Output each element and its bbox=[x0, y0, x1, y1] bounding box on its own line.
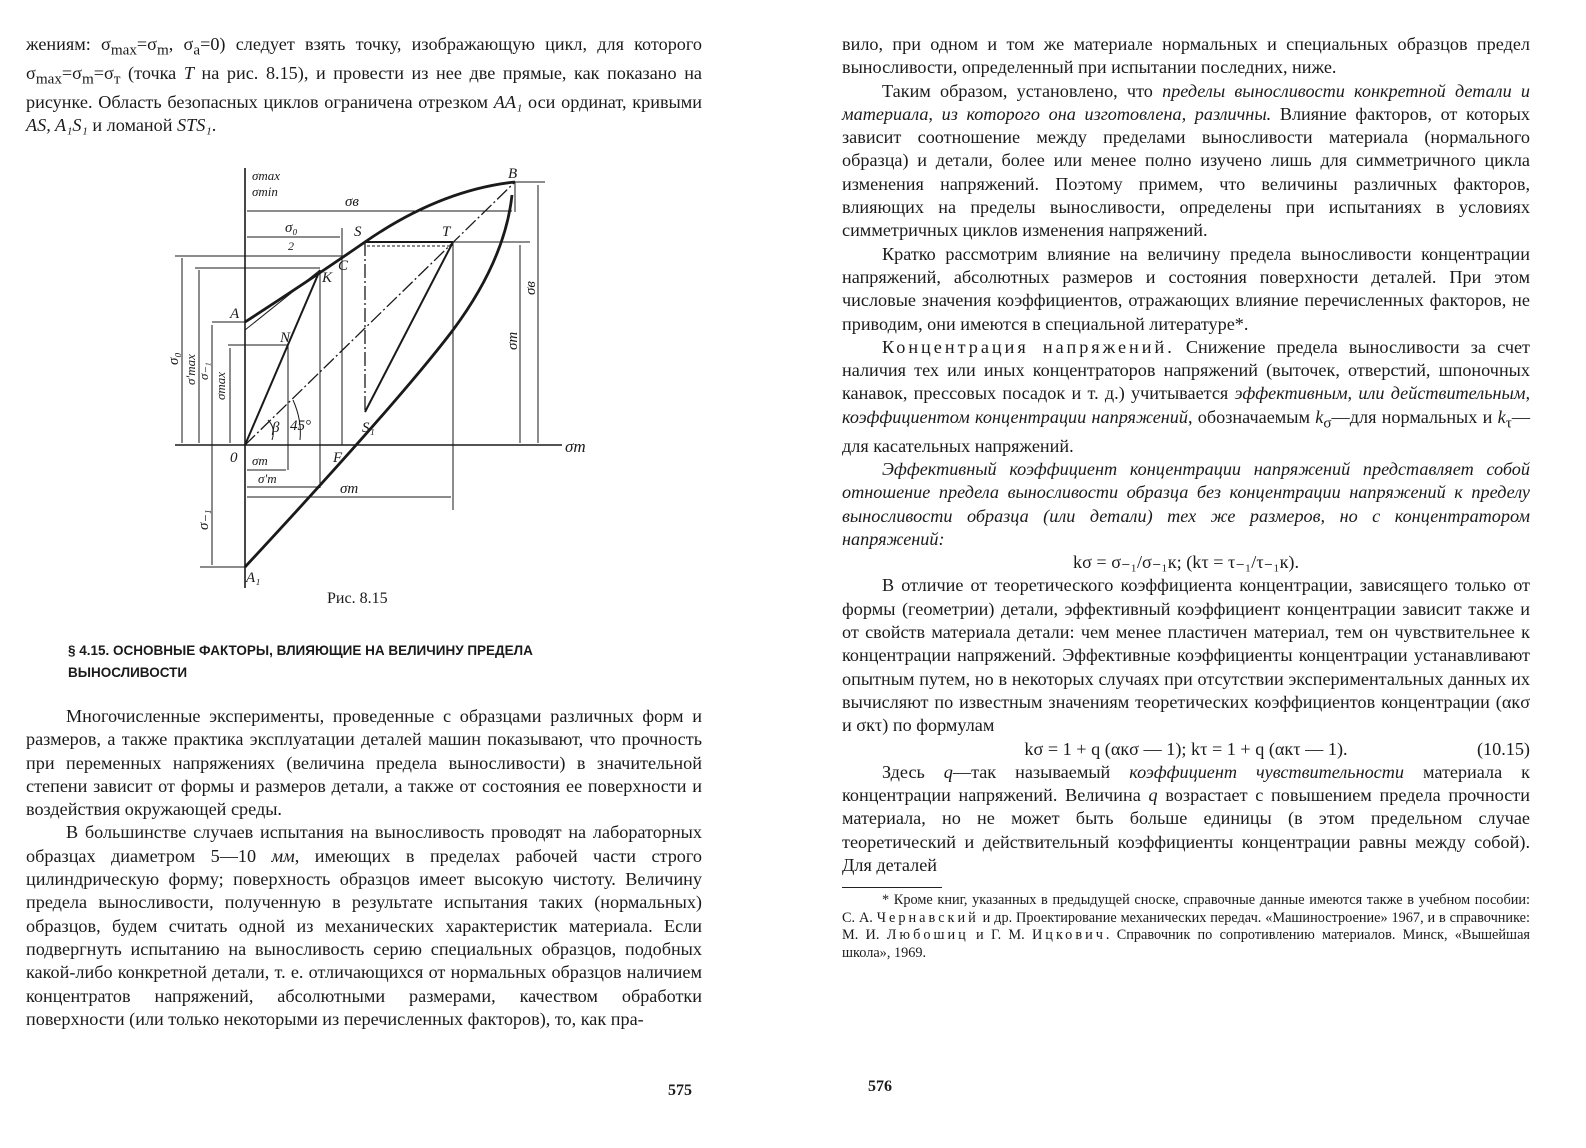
paragraph: Концентрация напряжений. Снижение предела выносливости за счет наличия тех или иных концентраторов напряжений (выточек, отверстий, шпоночных канавок, прессовых посадок и т. д.) учитывается эффективным, или действительным, коэффициентом концентрации напряжений, обозначаемым $k_\sigma—для$ нормальных и $k_\tau—для$ касательных напряжений. bbox=[842, 336, 1530, 456]
label-sigma-0: σ₀ bbox=[285, 220, 298, 236]
left-top-text bbox=[26, 33, 702, 137]
label-two: 2 bbox=[288, 239, 294, 253]
paragraph: В большинстве случаев испытания на выносливость проводят на лабораторных образцах диаметром 5—10 мм, имеющих в пределах рабочей части строго цилиндрическую форму; поверхность образцов имеет высокую чистоту. Величину предела выносливости, полученную в результате испытания таких (нормальных) образцов, будем считать одной из механических характеристик материала. Если подвергнуть испытанию на выносливость серию специальных образцов, подобных какой-либо конкретной детали, т. е. отличающихся от нормальных образцов наличием концентратов напряжений, абсолютными размерами, качеством обработки поверхности (или только некоторыми из перечисленных факторов), то, как пра- bbox=[26, 822, 702, 1029]
paragraph: Таким образом, установлено, что пределы выносливости конкретной детали и материала, из которого она изготовлена, различны. Влияние факторов, от которых зависит соотношение между пределами выносливости материала (нормального образца) и детали, более или менее полно изучено лишь для симметричного цикла изменения напряжений. Поэтому примем, что величины различных факторов, влияющих на пределы выносливости, определены при испытаниях в условиях симметричных циклов изменения напряжений. bbox=[842, 80, 1531, 241]
label-axis-sigma-max: σmax bbox=[252, 168, 281, 183]
label-sigma-v-top: σв bbox=[345, 194, 359, 210]
paragraph: Эффективный коэффициент концентрации напряжений представляет собой отношение предела выносливости образца без концентрации напряжений к пределу выносливости образца (или детали) тех же размеров, но с концентратором напряжений: bbox=[842, 458, 1530, 549]
curve-A-S-B bbox=[245, 182, 515, 322]
label-axis-sigma-m: σm bbox=[565, 437, 586, 456]
equation-number: (10.15) bbox=[1476, 738, 1530, 759]
label-S1: S₁ bbox=[362, 420, 375, 436]
paragraph: жениям: $\sigma_{max}=\sigma_m$, $\sigma_a=0$) следует взять точку, изображающую цикл, для которого $\sigma_{max}=\sigma_m=\sigma_т$ (точка T на рис. 8.15), и провести из нее две прямые, как показано на рисунке. Область безопасных циклов ограничена отрезком AA₁ оси ординат, кривыми AS, A₁S₁ и ломаной STS₁. bbox=[26, 34, 703, 136]
label-F: F bbox=[333, 450, 343, 466]
label-sigma-minus-1-low: σ₋₁ bbox=[196, 509, 212, 530]
label-A: A bbox=[230, 306, 240, 322]
formula-10-15: kσ = 1 + q (αкσ — 1); kτ = 1 + q (αкτ — 1). (10.15) bbox=[842, 738, 1530, 761]
paragraph: Кратко рассмотрим влияние на величину предела выносливости концентрации напряжений, абсолютных размеров и состояния поверхности деталей. При этом числовые значения коэффициентов, отражающих влияние перечисленных факторов, не приводим, они имеются в специальной литературе*. bbox=[842, 243, 1530, 334]
paragraph: Многочисленные эксперименты, проведенные с образцами различных форм и размеров, а также практика эксплуатации деталей машин показывают, что прочность при переменных напряжениях (величина предела выносливости) в значительной степени зависит от формы и размеров детали, а также от состояния ее поверхности и воздействия окружающей среды. bbox=[26, 706, 702, 820]
label-sigma-max-prime: σ'max bbox=[183, 354, 198, 385]
label-sigma-m: σm bbox=[252, 453, 268, 468]
label-O: 0 bbox=[230, 450, 238, 466]
label-C: C bbox=[338, 258, 349, 274]
section-heading: § 4.15. ОСНОВНЫЕ ФАКТОРЫ, ВЛИЯЮЩИЕ НА ВЕЛИЧИНУ ПРЕДЕЛА ВЫНОСЛИВОСТИ bbox=[68, 643, 533, 680]
label-T: T bbox=[442, 224, 451, 240]
label-N: N bbox=[280, 330, 291, 346]
left-body-text bbox=[26, 705, 702, 1031]
label-sigma-0-vert: σ₀ bbox=[166, 352, 182, 365]
label-sigma-t-right: σт bbox=[505, 331, 521, 350]
label-K: K bbox=[322, 270, 333, 286]
label-sigma-minus-1: σ₋₁ bbox=[196, 362, 211, 380]
label-A1: A₁ bbox=[246, 570, 261, 586]
label-45deg: 45° bbox=[290, 418, 311, 434]
label-sigma-m-prime: σ'm bbox=[258, 471, 277, 486]
footnote: * Кроме книг, указанных в предыдущей сноске, справочные данные имеются также в учебном пособии: С. А. Чернавский и др. Проектирование механических передач. «Машиностроение» 1967, и в справочнике: М. И. Любошиц и Г. М. Ицкович. Справочник по сопротивлению материалов. Минск, «Вышейшая школа», 1969. bbox=[842, 892, 1530, 961]
right-column-text bbox=[842, 33, 1530, 962]
label-sigma-max: σmax bbox=[213, 371, 228, 400]
figure-caption: Рис. 8.15 bbox=[327, 590, 388, 607]
formula-k-sigma: kσ = σ₋₁/σ₋₁к; (kτ = τ₋₁/τ₋₁к). bbox=[1072, 552, 1300, 573]
footnote-divider bbox=[842, 887, 942, 888]
label-beta: β bbox=[272, 420, 280, 436]
figure-8-15-diagram bbox=[150, 150, 600, 600]
label-S: S bbox=[354, 224, 362, 240]
paragraph: Здесь q—так называемый коэффициент чувствительности материала к концентрации напряжений. Величина q возрастает с повышением предела прочности материала, но не может быть больше единицы (в этом предельном случае теоретический и действительный коэффициенты концентрации равны между собой). Для деталей bbox=[842, 761, 1530, 876]
page-number-right: 576 bbox=[868, 1078, 892, 1095]
line-T-S1 bbox=[365, 242, 453, 412]
label-axis-sigma-min: σmin bbox=[252, 184, 278, 199]
curve-A1-B bbox=[245, 195, 512, 567]
label-sigma-t-bottom: σт bbox=[340, 481, 359, 497]
label-B: B bbox=[508, 166, 518, 182]
paragraph: вило, при одном и том же материале нормальных и специальных образцов предел выносливости, определенный при испытании последних, ниже. bbox=[842, 34, 1530, 78]
page-number-left: 575 bbox=[668, 1082, 692, 1099]
paragraph: В отличие от теоретического коэффициента концентрации, зависящего только от формы (геометрии) детали, эффективный коэффициент концентрации зависит также и от свойств материала детали: чем менее пластичен материал, тем он чувствительнее к концентрации напряжений. Эффективные коэффициенты концентрации устанавливают опытным путем, но в некоторых случаях при отсутствии экспериментальных данных их вычисляют по известным значениям теоретических коэффициентов концентрации (αкσ и σкτ) по формулам bbox=[842, 575, 1530, 736]
label-sigma-b-right: σв bbox=[523, 281, 539, 295]
